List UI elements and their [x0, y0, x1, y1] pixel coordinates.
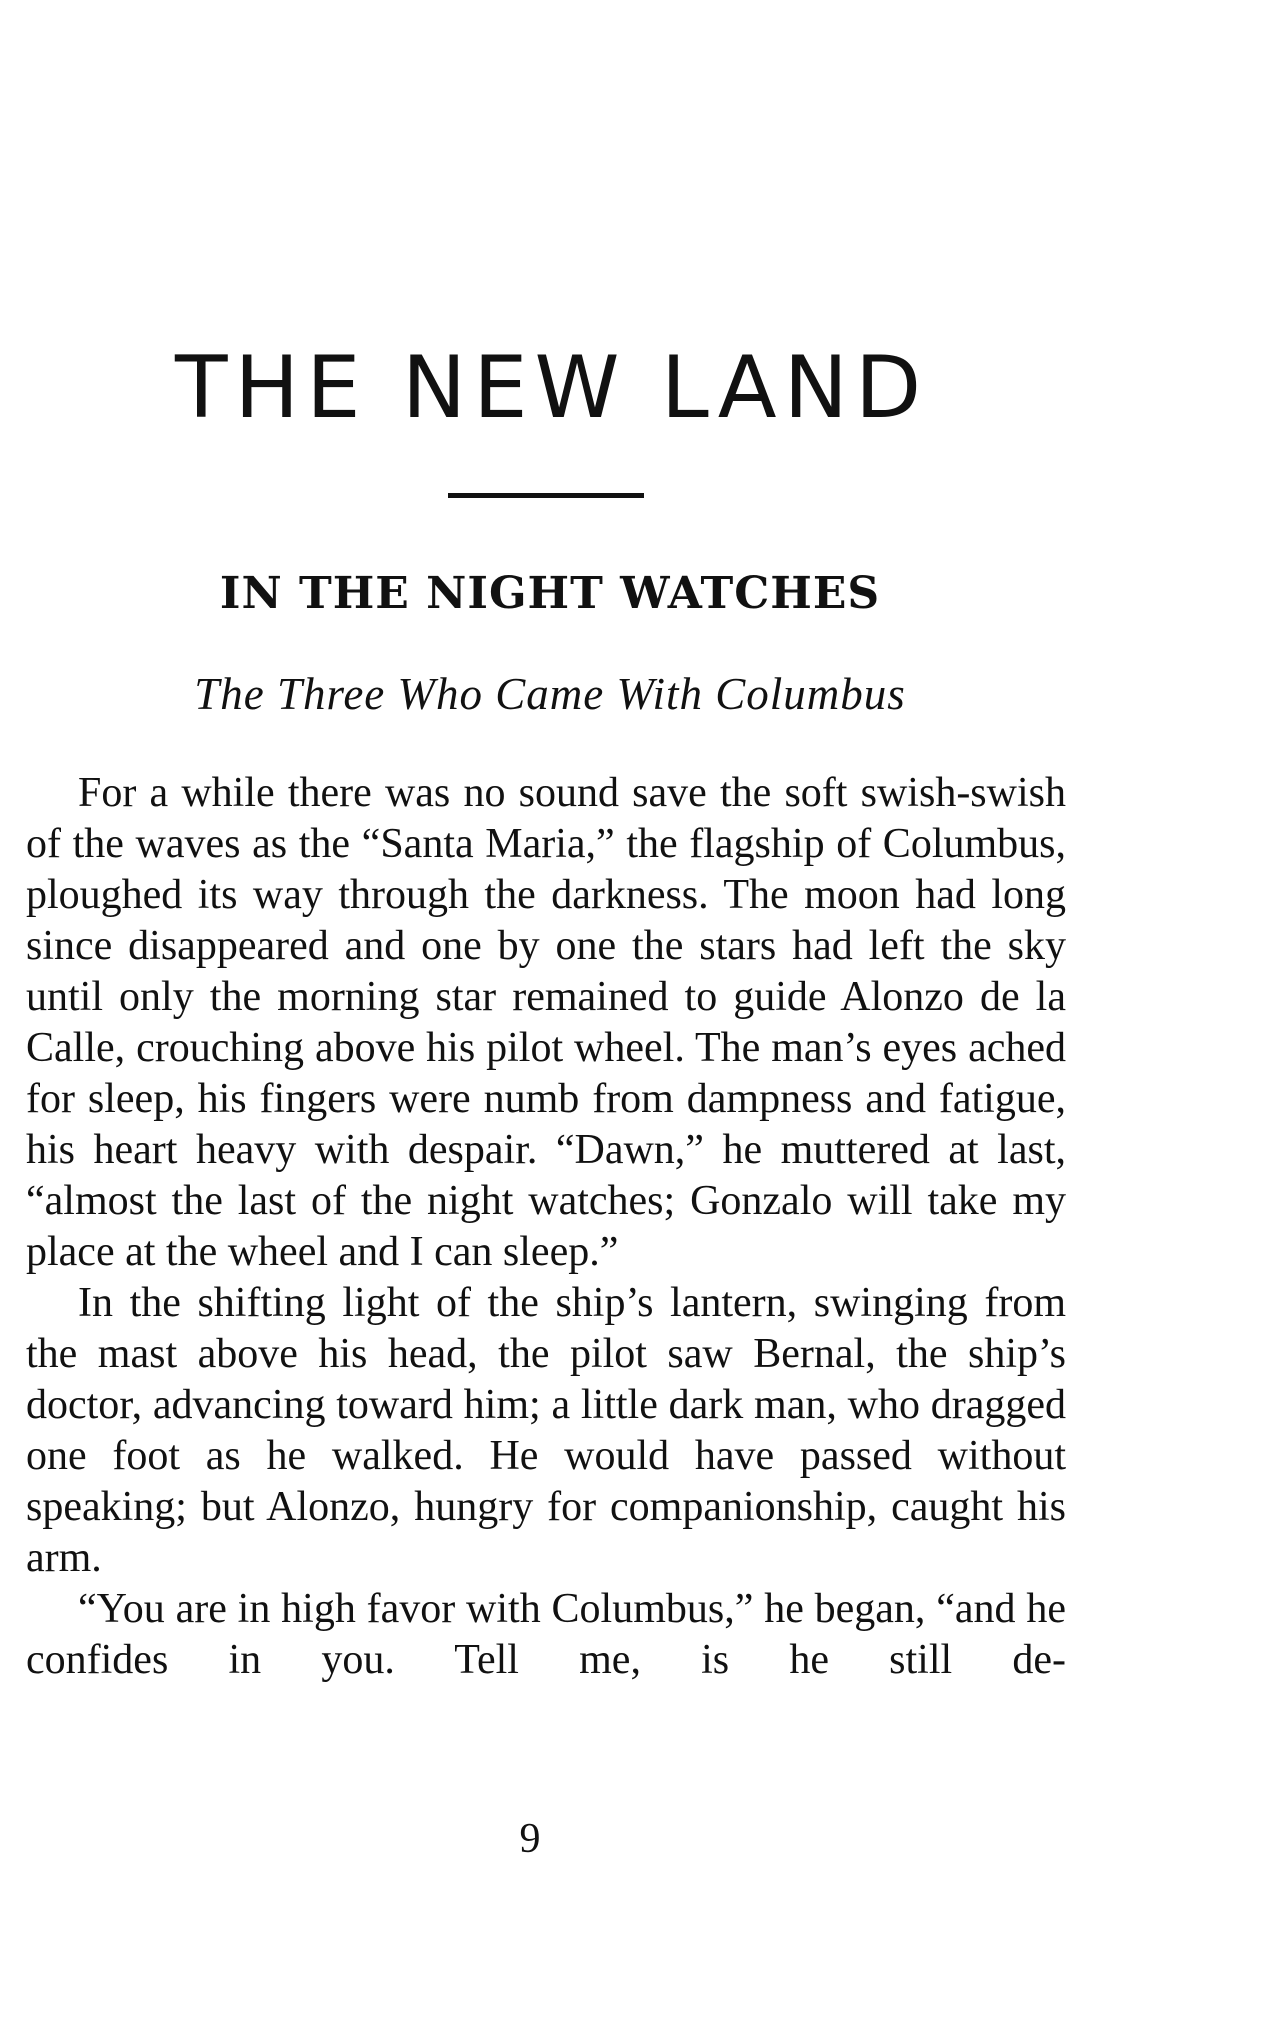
body-text: [26, 768, 1066, 1686]
page-number: 9: [519, 1816, 541, 1862]
title-divider: [448, 493, 644, 498]
chapter-subtitle: The Three Who Came With Columbus: [194, 669, 906, 719]
book-title: THE NEW LAND: [175, 338, 929, 438]
paragraph: For a while there was no sound save the soft swish-swish of the waves as the “Santa Maria,” the flagship of Columbus, ploughed its way through the darkness. The moon had long since disappeared and one by one the stars had left the sky until only the morning star remained to guide Alonzo de la Calle, crouching above his pilot wheel. The man’s eyes ached for sleep, his fingers were numb from dampness and fatigue, his heart heavy with despair. “Dawn,” he muttered at last, “almost the last of the night watches; Gonzalo will take my place at the wheel and I can sleep.”: [26, 770, 1066, 1275]
chapter-title: IN THE NIGHT WATCHES: [219, 568, 881, 619]
paragraph: In the shifting light of the ship’s lantern, swinging from the mast above his head, the pilot saw Bernal, the ship’s doctor, advancing toward him; a little dark man, who dragged one foot as he walked. He would have passed without speaking; but Alonzo, hungry for companionship, caught his arm.: [26, 1280, 1066, 1581]
paragraph: “You are in high favor with Columbus,” he began, “and he confides in you. Tell me, is he still de-: [26, 1586, 1066, 1683]
